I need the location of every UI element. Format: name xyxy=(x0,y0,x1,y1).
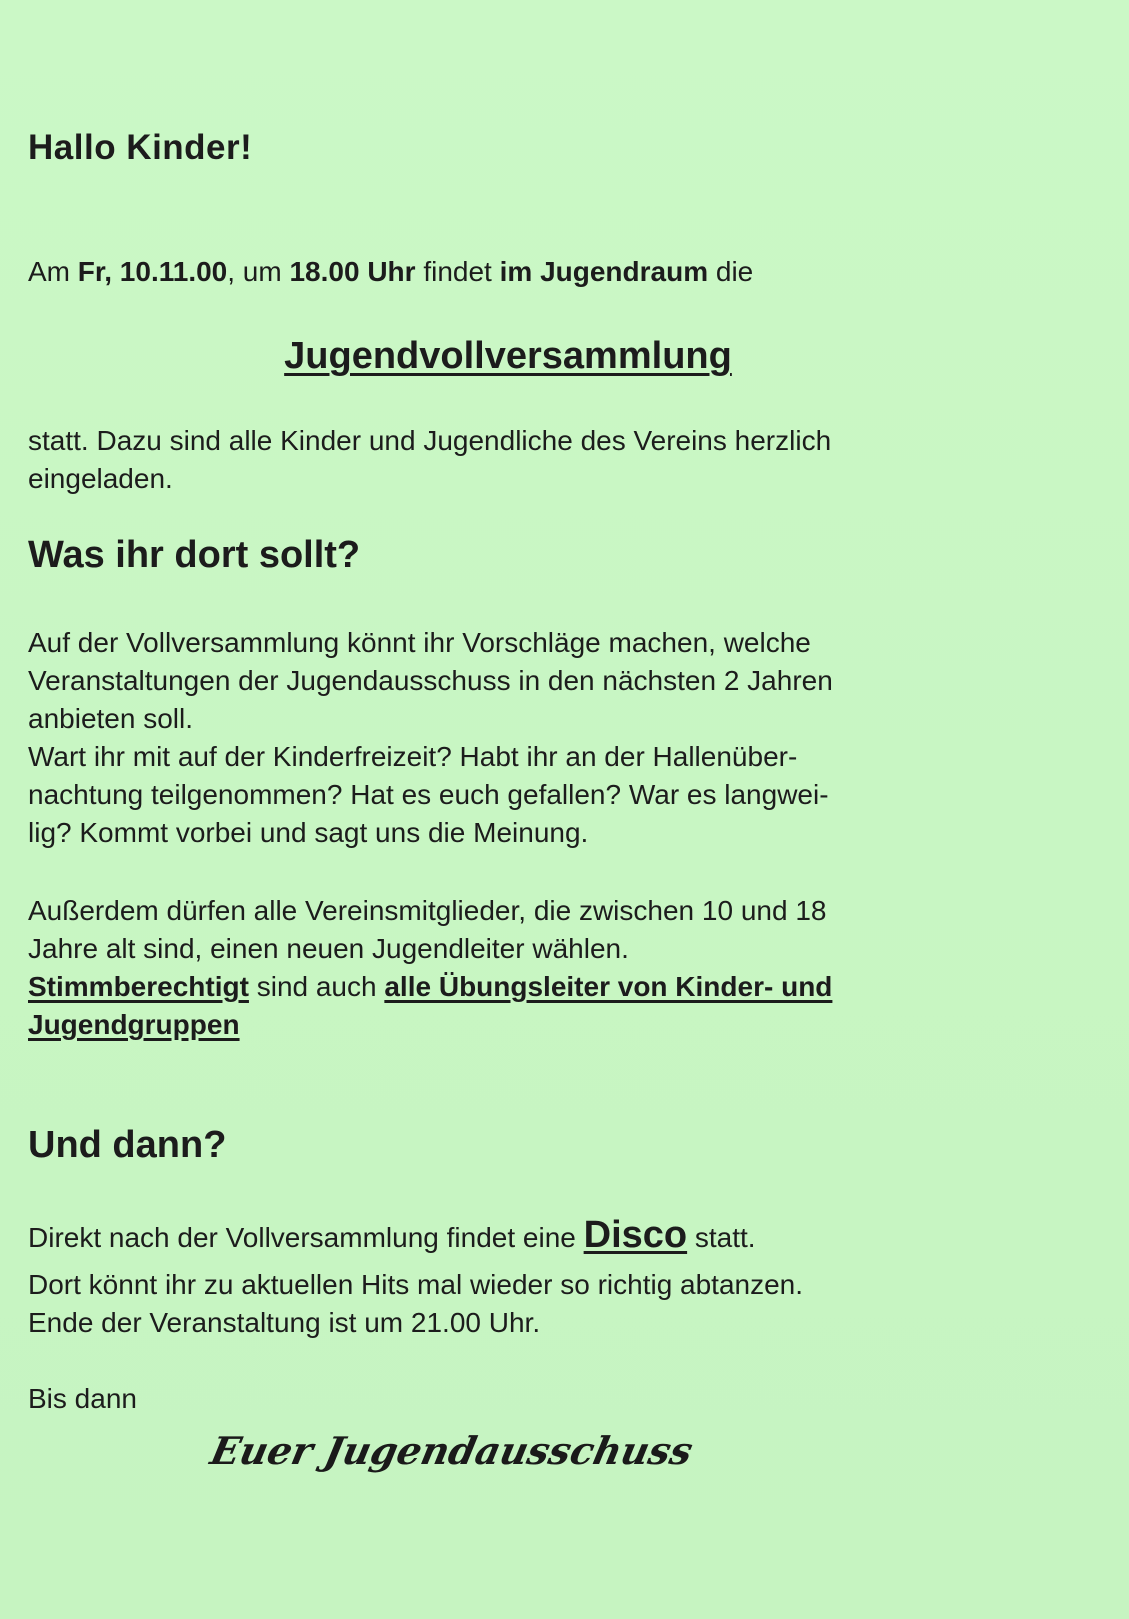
election-line-3 xyxy=(28,968,1028,1006)
proposals-line-3: anbieten soll. xyxy=(28,703,194,734)
closing-text: Bis dann xyxy=(28,1383,137,1414)
proposals-line-2: Veranstaltungen der Jugendausschuss in den nächsten 2 Jahren xyxy=(28,665,833,696)
event-title: Jugendvollversammlung xyxy=(284,335,732,377)
invitation-paragraph xyxy=(28,422,1028,498)
sind-auch-text: sind auch xyxy=(248,971,385,1002)
event-time: 18.00 Uhr xyxy=(289,256,416,287)
event-date: Fr, 10.11.00 xyxy=(77,256,228,287)
invitation-line-1: statt. Dazu sind alle Kinder und Jugendliche des Vereins herzlich xyxy=(28,425,832,456)
section-heading-und: Und dann? xyxy=(28,1124,227,1166)
election-paragraph xyxy=(28,892,1028,1044)
feedback-line-3: lig? Kommt vorbei und sagt uns die Meinung. xyxy=(28,817,589,848)
disco-highlight: Disco xyxy=(583,1214,688,1256)
election-line-2: Jahre alt sind, einen neuen Jugendleiter wählen. xyxy=(28,933,629,964)
feedback-line-1: Wart ihr mit auf der Kinderfreizeit? Habt ihr an der Hallenüber- xyxy=(28,741,798,772)
disco-line xyxy=(28,1216,1028,1257)
svg-text:Euer Jugendausschuss: Euer Jugendausschuss xyxy=(206,1429,697,1474)
election-line-1: Außerdem dürfen alle Vereinsmitglieder, die zwischen 10 und 18 xyxy=(28,895,827,926)
section-heading-was: Was ihr dort sollt? xyxy=(28,534,361,576)
invitation-line-2: eingeladen. xyxy=(28,463,173,494)
signature xyxy=(206,1420,697,1490)
greeting-heading: Hallo Kinder! xyxy=(28,128,253,167)
proposals-line-1: Auf der Vollversammlung könnt ihr Vorschläge machen, welche xyxy=(28,627,811,658)
jugendgruppen-text: Jugendgruppen xyxy=(28,1009,240,1040)
disco-intro-text: Direkt nach der Vollversammlung findet eine xyxy=(28,1222,584,1253)
intro-die: die xyxy=(708,256,754,287)
event-place: im Jugendraum xyxy=(499,256,709,287)
end-time-line: Ende der Veranstaltung ist um 21.00 Uhr. xyxy=(28,1307,541,1338)
stimmberechtigt-text: Stimmberechtigt xyxy=(28,971,249,1002)
intro-line xyxy=(28,256,753,288)
feedback-line-2: nachtung teilgenommen? Hat es euch gefallen? War es langwei- xyxy=(28,779,829,810)
disco-statt-text: statt. xyxy=(687,1222,756,1253)
feedback-paragraph xyxy=(28,738,1028,852)
signature-script-icon xyxy=(206,1420,697,1490)
intro-um: , um xyxy=(227,256,290,287)
dance-line: Dort könnt ihr zu aktuellen Hits mal wieder so richtig abtanzen. xyxy=(28,1269,804,1300)
proposals-paragraph xyxy=(28,624,1028,738)
intro-am: Am xyxy=(28,256,78,287)
intro-findet: findet xyxy=(415,256,500,287)
uebungsleiter-text: alle Übungsleiter von Kinder- und xyxy=(384,971,833,1002)
